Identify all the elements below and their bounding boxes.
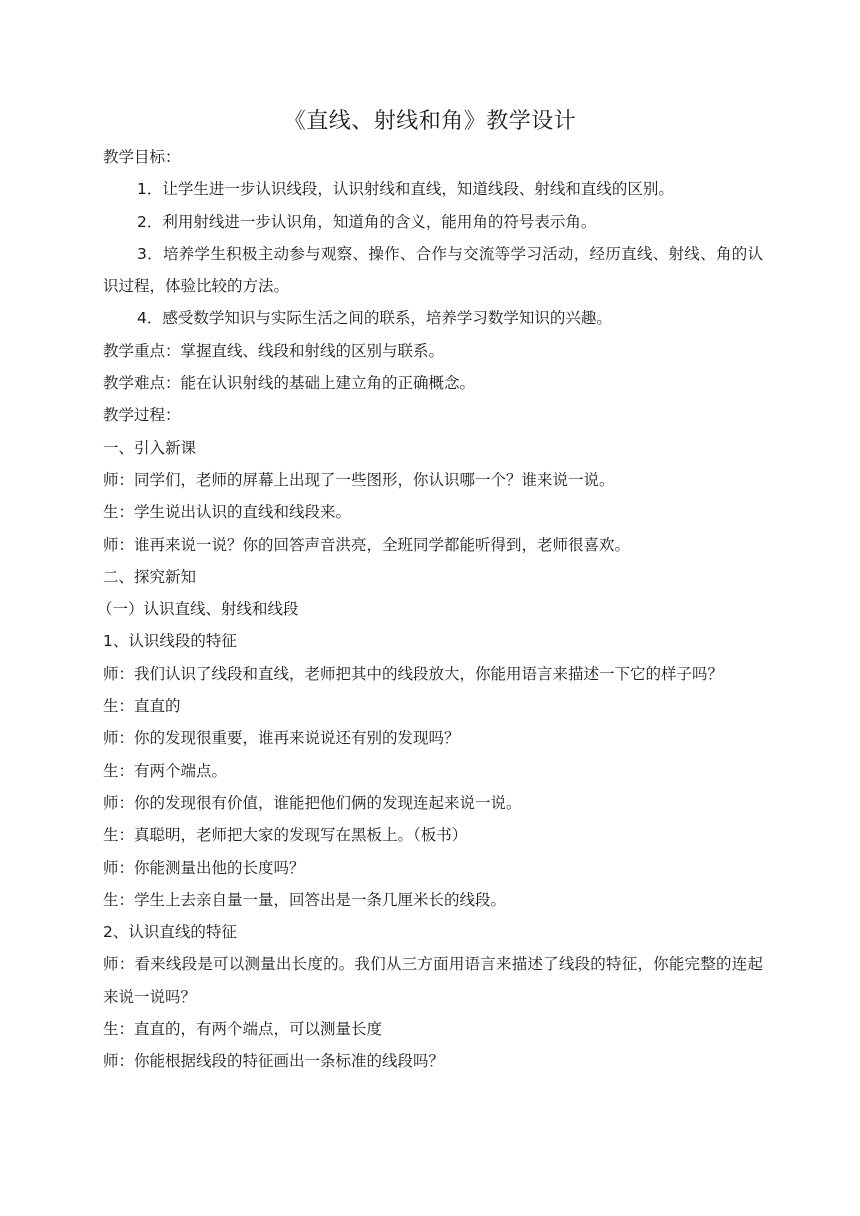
difficulty: 教学难点：能在认识射线的基础上建立角的正确概念。: [103, 374, 476, 393]
dialogue-line: 师：你的发现很重要，谁再来说说还有别的发现吗？: [103, 729, 460, 748]
dialogue-line: 师：看来线段是可以测量出长度的。我们从三方面用语言来描述了线段的特征，你能完整的连起来说一说吗？: [103, 955, 763, 1006]
objective-item: 1．让学生进一步认识线段，认识射线和直线，知道线段、射线和直线的区别。: [137, 180, 674, 199]
dialogue-line: 师：谁再来说一说？你的回答声音洪亮，全班同学都能听得到，老师很喜欢。: [103, 535, 631, 554]
key-point: 教学重点：掌握直线、线段和射线的区别与联系。: [103, 341, 445, 360]
dialogue-line: 师：你能测量出他的长度吗？: [103, 858, 305, 877]
section-heading: 一、引入新课: [103, 438, 197, 457]
dialogue-line: 生：直直的: [103, 697, 181, 716]
dialogue-line: 生：直直的，有两个端点，可以测量长度: [103, 1020, 383, 1039]
objective-item: 3．培养学生积极主动参与观察、操作、合作与交流等学习活动，经历直线、射线、角的认识过程，体验比较的方法。: [103, 244, 763, 296]
document-title: 《直线、射线和角》教学设计: [283, 109, 577, 134]
part-heading: 2、认识直线的特征: [103, 923, 237, 942]
dialogue-line: 师：我们认识了线段和直线，老师把其中的线段放大，你能用语言来描述一下它的样子吗？: [103, 664, 724, 683]
objectives-heading: 教学目标：: [103, 148, 181, 166]
section-heading: 二、探究新知: [103, 567, 197, 586]
process-heading: 教学过程：: [103, 406, 181, 425]
dialogue-line: 师：你能根据线段的特征画出一条标准的线段吗？: [103, 1052, 445, 1071]
dialogue-line: 师：你的发现很有价值，谁能把他们俩的发现连起来说一说。: [103, 793, 522, 812]
dialogue-line: 生：学生说出认识的直线和线段来。: [103, 503, 352, 522]
part-heading: 1、认识线段的特征: [103, 632, 237, 651]
objective-item: 2．利用射线进一步认识角，知道角的含义，能用角的符号表示角。: [137, 212, 597, 231]
document-body: [97, 141, 763, 1078]
subsection-heading: （一）认识直线、射线和线段: [97, 600, 299, 619]
dialogue-line: 生：真聪明，老师把大家的发现写在黑板上。（板书）: [103, 826, 468, 845]
dialogue-line: 生：学生上去亲自量一量，回答出是一条几厘米长的线段。: [103, 890, 507, 909]
objective-item: 4．感受数学知识与实际生活之间的联系，培养学习数学知识的兴趣。: [137, 309, 612, 328]
dialogue-line: 生：有两个端点。: [103, 761, 228, 780]
dialogue-line: 师：同学们，老师的屏幕上出现了一些图形，你认识哪一个？谁来说一说。: [103, 470, 615, 489]
